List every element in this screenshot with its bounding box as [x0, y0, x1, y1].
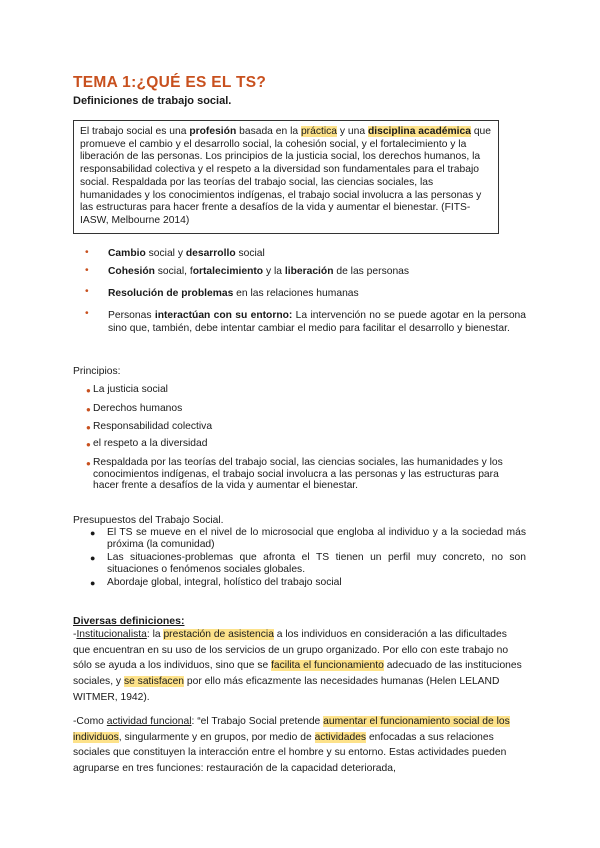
- bullet-icon: ●: [86, 386, 91, 395]
- bullet-icon: ●: [86, 405, 91, 414]
- bullet-icon: •: [85, 308, 89, 319]
- text: y una: [337, 126, 368, 137]
- principle-item: Derechos humanos: [93, 403, 183, 414]
- presupuesto-item: Las situaciones-problemas que afronta el TS tienen un perfil muy concreto, no son situaciones o fenómenos sociales globales.: [107, 552, 526, 575]
- bullet-icon: •: [85, 265, 89, 276]
- key-point: Cambio social y desarrollo social: [108, 248, 265, 259]
- principle-item: La justicia social: [93, 384, 168, 395]
- bullet-icon: ●: [86, 423, 91, 432]
- bullet-icon: ●: [90, 578, 96, 588]
- bullet-icon: ●: [90, 528, 96, 538]
- presupuestos-label: Presupuestos del Trabajo Social.: [73, 515, 224, 526]
- bullet-icon: ●: [90, 553, 96, 563]
- definition-funcional: -Como actividad funcional: “el Trabajo Social pretende aumentar el funcionamiento social de los individuos, singularmente y en grupos, por medio de actividades enfocadas a sus relaciones sociales que constituyen la interacción entre el hombre y su entorno. Estas actividades pueden agruparse en tres funciones: restauración de la capacidad deteriorada,: [73, 716, 510, 775]
- definition-box: [73, 120, 499, 234]
- text: que promueve el cambio y el desarrollo social, la cohesión social, y el fortalecimiento y la liberación de las personas. Los principios de la justicia social, los derechos humanos, la responsabilidad colectiva y el respeto a la diversidad son fundamentales para el trabajo social. Respaldada por las teorías del trabajo social, las ciencias sociales, las humanidades y los conocimientos indígenas, el trabajo social involucra a las personas y las estructuras para hacer frente a desafíos de la vida y aumentar el bienestar. (FITS-IASW, Melbourne 2014): [80, 126, 492, 226]
- principle-item: Responsabilidad colectiva: [93, 421, 213, 432]
- highlight: práctica: [300, 126, 338, 137]
- bullet-icon: ●: [86, 459, 91, 468]
- presupuesto-item: El TS se mueve en el nivel de lo microsocial que engloba al individuo y a la sociedad más próxima (la comunidad): [107, 527, 526, 550]
- presupuesto-item: Abordaje global, integral, holístico del trabajo social: [107, 577, 342, 588]
- bullet-icon: •: [85, 247, 89, 258]
- definition-institucionalista: -Institucionalista: la prestación de asistencia a los individuos en consideración a las dificultades que encuentran en su uso de los servicios de un grupo organizado. Por ello con este trabajo no sólo se ayuda a los individuos, sino que se facilita el funcionamiento adecuado de las instituciones sociales, y se satisfacen por ello más eficazmente las necesidades humanas (Helen LELAND WITMER, 1942).: [73, 629, 522, 703]
- page-title: TEMA 1:¿QUÉ ES EL TS?: [73, 74, 267, 91]
- principles-label: Principios:: [73, 366, 121, 377]
- text: basada en la: [236, 126, 301, 137]
- bullet-icon: •: [85, 286, 89, 297]
- bullet-icon: ●: [86, 440, 91, 449]
- diversas-heading: Diversas definiciones:: [73, 615, 185, 627]
- highlight-bold: disciplina académica: [367, 126, 471, 137]
- key-point: Resolución de problemas en las relaciones humanas: [108, 288, 359, 299]
- principle-item: el respeto a la diversidad: [93, 438, 208, 449]
- text: El trabajo social es una: [80, 126, 190, 137]
- key-point: Cohesión social, fortalecimiento y la liberación de las personas: [108, 266, 410, 277]
- principle-item: Respaldada por las teorías del trabajo social, las ciencias sociales, las humanidades y los conocimientos indígenas, el trabajo social involucra a las personas y las estructuras para hacer frente a desafíos de la vida y aumentar el bienestar.: [93, 457, 503, 492]
- key-point: Personas interactúan con su entorno: La intervención no se puede agotar en la persona sino que, también, debe intentar cambiar el medio para facilitar el desarrollo y bienestar.: [108, 310, 526, 334]
- bold-term: profesión: [189, 126, 237, 137]
- section-subtitle: Definiciones de trabajo social.: [73, 95, 232, 107]
